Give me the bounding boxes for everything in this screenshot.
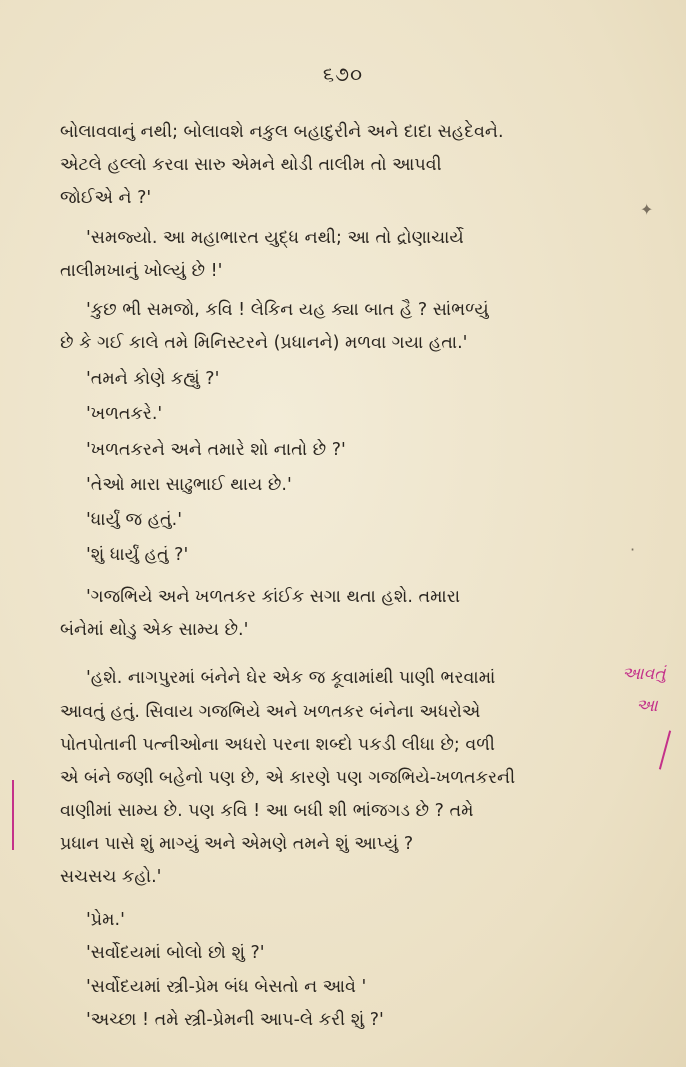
text-line: પોતપોતાની પત્નીઓના અધરો પરના શબ્દો પકડી લીધા છે; વળી: [60, 735, 495, 755]
text-line: પ્રધાન પાસે શું માગ્યું અને એમણે તમને શું આપ્યું ?: [60, 834, 414, 854]
margin-stroke: [659, 730, 671, 769]
text-line: 'અચ્છા ! તમે સ્ત્રી-પ્રેમની આપ-લે કરી શું ?': [86, 1010, 384, 1030]
text-line: એટલે હલ્લો કરવા સારુ એમને થોડી તાલીમ તો આપવી: [60, 155, 442, 175]
text-line: 'તમને કોણે કહ્યું ?': [86, 369, 220, 389]
text-line: 'ધાર્યું જ હતું.': [86, 510, 183, 530]
text-line: 'શું ધાર્યું હતું ?': [86, 545, 189, 565]
text-line: 'સર્વોદયમાં બોલો છો શું ?': [86, 943, 265, 963]
text-line: 'હશે. નાગપુરમાં બંનેને ઘેર એક જ કૂવામાંથી પાણી ભરવામાં: [86, 668, 496, 688]
margin-stroke-left: [12, 780, 14, 850]
text-line: 'ગજભિયે અને ખળતકર કાંઈક સગા થતા હશે. તમારા: [86, 587, 461, 607]
text-line: 'કુછ ભી સમજો, કવિ ! લેકિન યહ ક્યા બાત હૈ ? સાંભળ્યું: [86, 300, 489, 320]
margin-annotation: આવતું: [622, 664, 666, 684]
text-line: બોલાવવાનું નથી; બોલાવશે નકુલ બહાદુરીને અને દાદા સહદેવને.: [60, 122, 504, 142]
pen-dot-icon: ·: [630, 540, 636, 559]
text-line: સચસચ કહો.': [60, 867, 162, 887]
text-line: વાણીમાં સામ્ય છે. પણ કવિ ! આ બધી શી ભાંજગડ છે ? તમે: [60, 801, 474, 821]
text-line: 'તેઓ મારા સાઢુભાઈ થાય છે.': [86, 475, 292, 495]
text-line: 'સમજ્યો. આ મહાભારત યુદ્ધ નથી; આ તો દ્રોણાચાર્યે: [86, 228, 464, 248]
text-line: તાલીમખાનું ખોલ્યું છે !': [60, 261, 223, 281]
text-line: 'સર્વોદયમાં સ્ત્રી-પ્રેમ બંધ બેસતો ન આવે ': [86, 977, 367, 997]
text-line: બંનેમાં થોડુ એક સામ્ય છે.': [60, 620, 249, 640]
text-line: છે કે ગઈ કાલે તમે મિનિસ્ટરને (પ્રધાનને) મળવા ગયા હતા.': [60, 333, 468, 353]
text-line: 'પ્રેમ.': [86, 910, 125, 930]
text-line: એ બંને જણી બહેનો પણ છે, એ કારણે પણ ગજભિયે-ખળતકરની: [60, 768, 516, 788]
pen-mark-icon: ✦: [640, 200, 654, 219]
page-number: ૬૭૦: [322, 62, 364, 86]
text-line: 'ખળતકરને અને તમારે શો નાતો છે ?': [86, 440, 346, 460]
text-line: જોઈએ ને ?': [60, 188, 152, 208]
text-line: આવતું હતું. સિવાય ગજભિયે અને ખળતકર બંનેના અધરોએ: [60, 702, 481, 722]
margin-annotation: આ: [636, 696, 658, 716]
text-line: 'ખળતકરે.': [86, 404, 163, 424]
